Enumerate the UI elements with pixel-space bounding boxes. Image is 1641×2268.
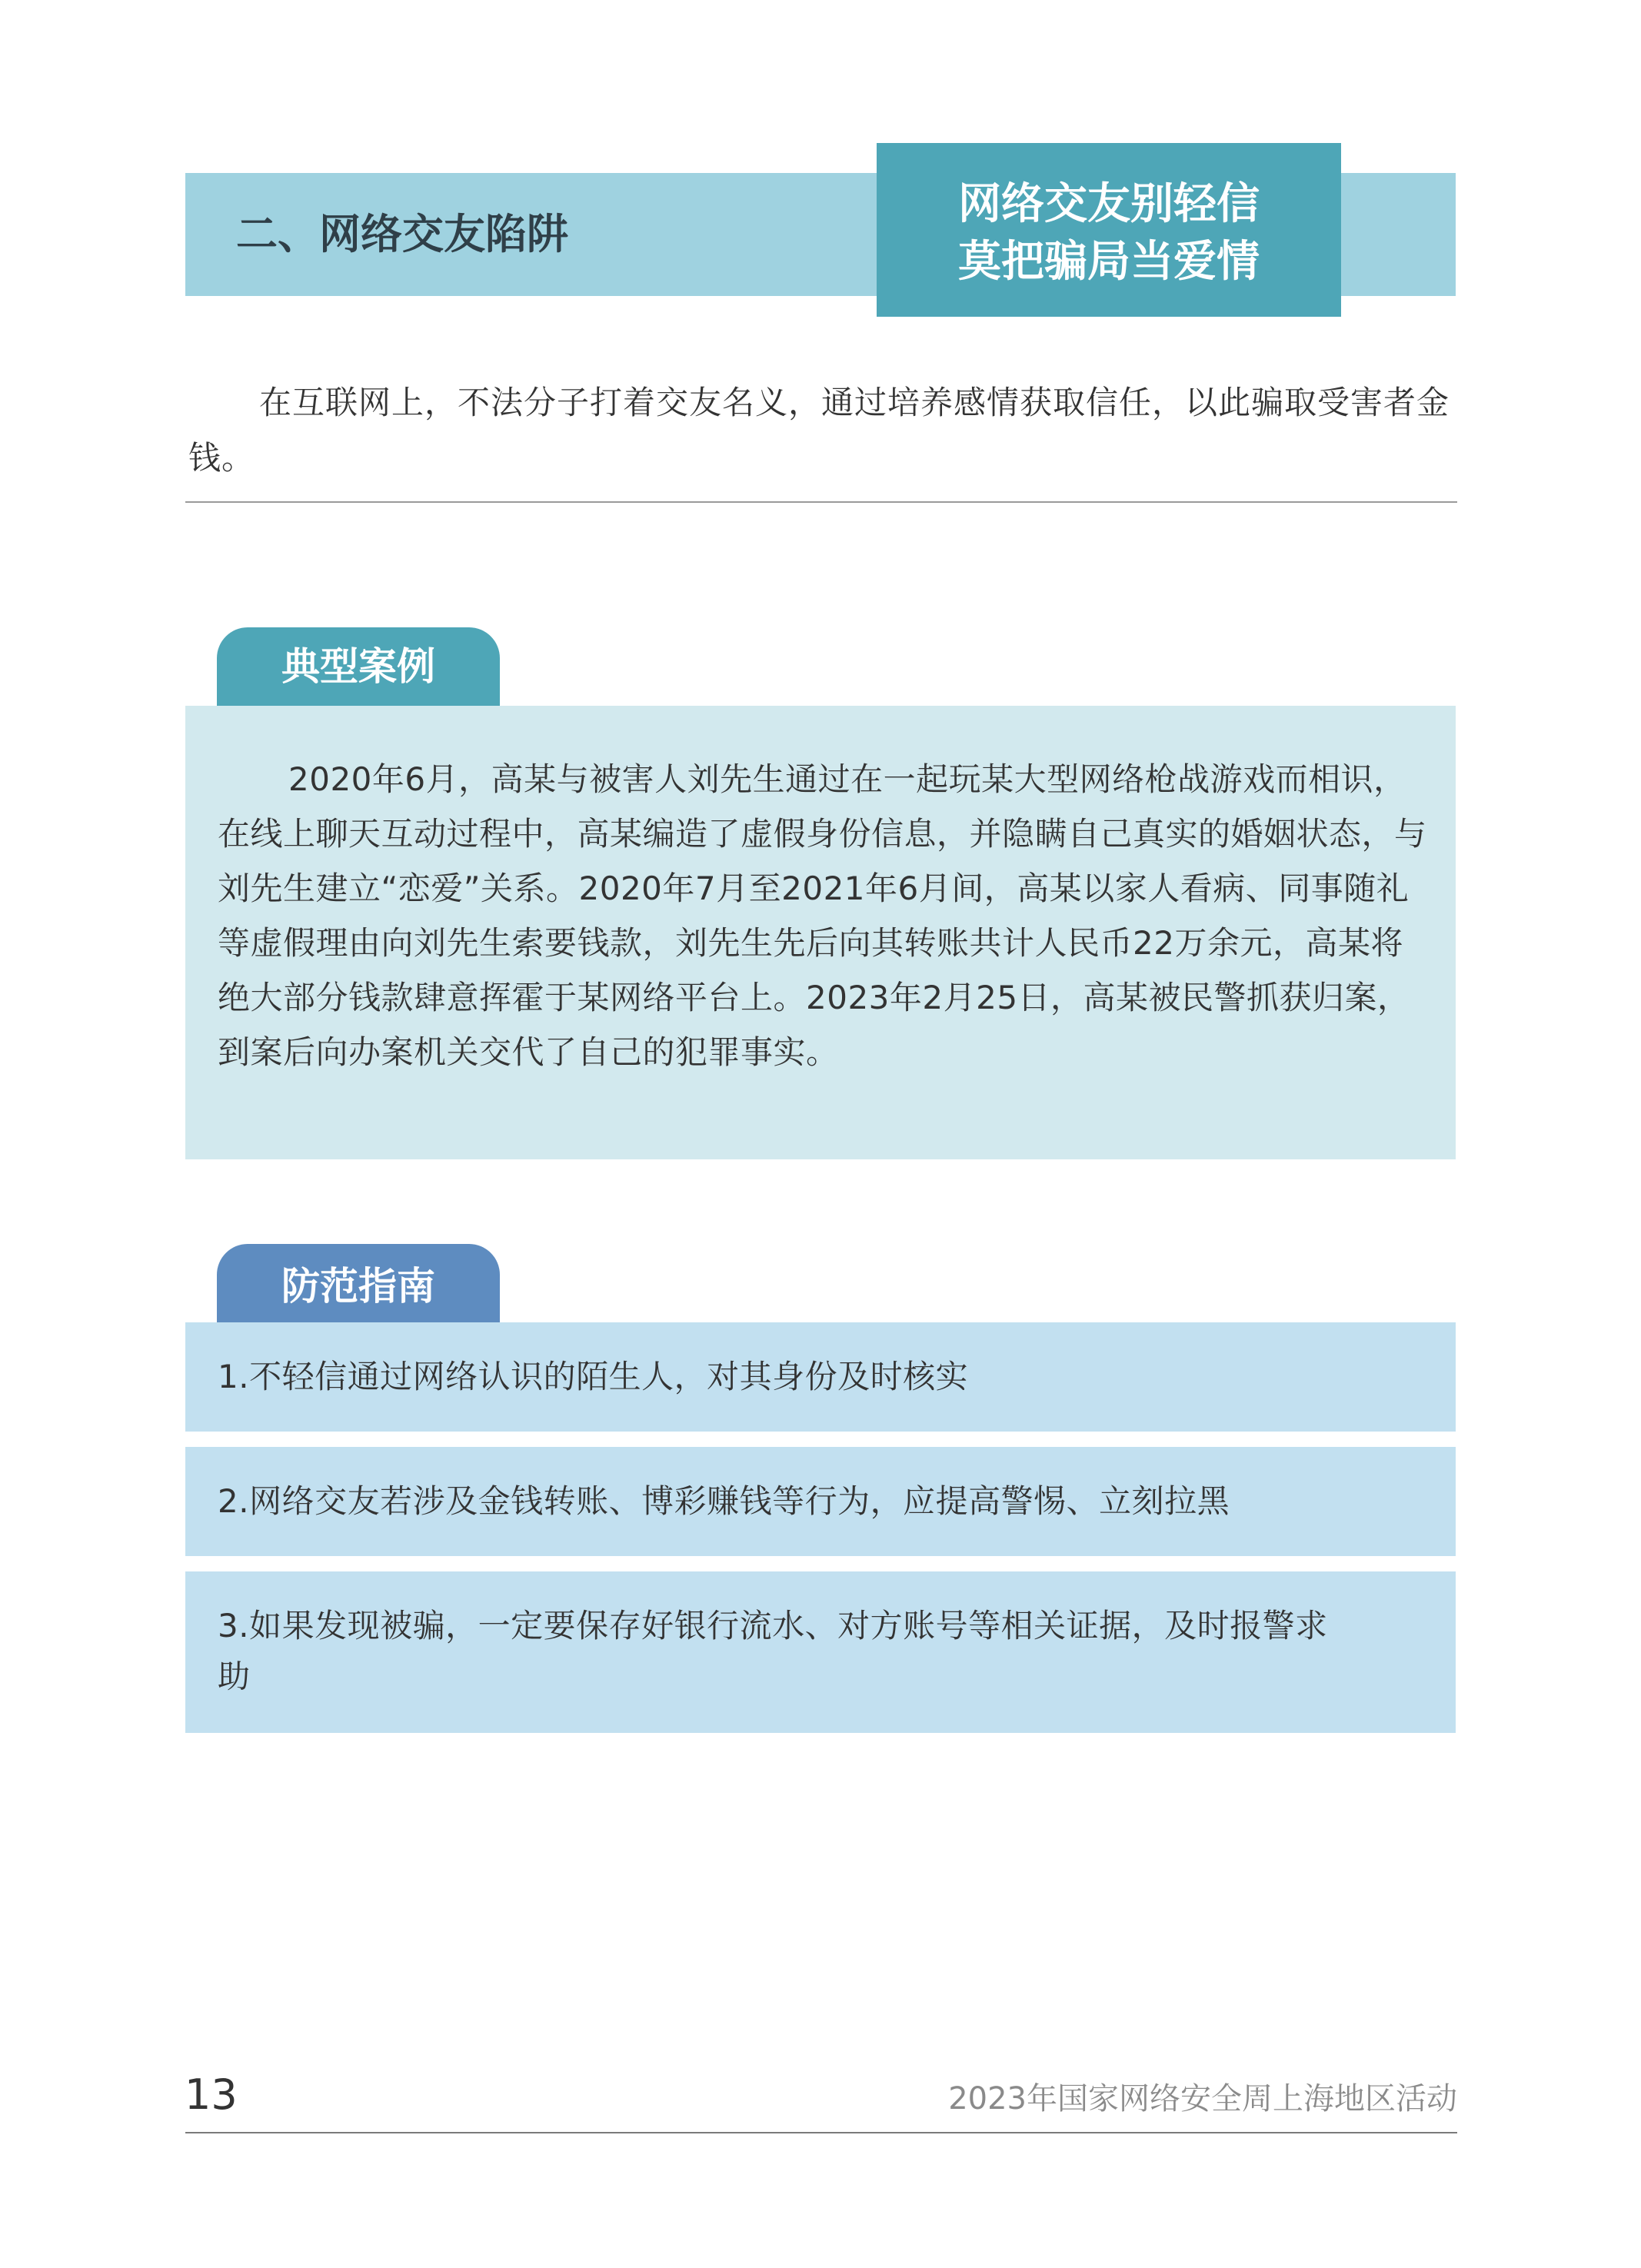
case-tab-label: 典型案例 (281, 644, 435, 689)
guide-item-2-text: 2.网络交友若涉及金钱转账、博彩赚钱等行为，应提高警惕、立刻拉黑 (218, 1482, 1230, 1520)
footer-divider (185, 2132, 1457, 2133)
slogan-line-1: 网络交友别轻信 (958, 179, 1260, 229)
footer-event-title: 2023年国家网络安全周上海地区活动 (948, 2081, 1457, 2117)
guide-tab-label: 防范指南 (281, 1264, 435, 1309)
case-text: 2020年6月，高某与被害人刘先生通过在一起玩某大型网络枪战游戏而相识，在线上聊天互动过程中，高某编造了虚假身份信息，并隐瞒自己真实的婚姻状态，与刘先生建立“恋爱”关系。2020年7月至2021年6月间，高某以家人看病、同事随礼等虚假理由向刘先生索要钱款，刘先生先后向其转账共计人民币22万余元，高某将绝大部分钱款肆意挥霍于某网络平台上。2023年2月25日，高某被民警抓获归案，到案后向办案机关交代了自己的犯罪事实。 (218, 760, 1427, 1071)
page-number: 13 (185, 2070, 238, 2119)
divider (185, 501, 1457, 503)
intro-paragraph: 在互联网上，不法分子打着交友名义，通过培养感情获取信任，以此骗取受害者金钱。 (188, 384, 1450, 477)
guide-item-3-text: 3.如果发现被骗，一定要保存好银行流水、对方账号等相关证据，及时报警求助 (218, 1607, 1328, 1695)
guide-item-1-text: 1.不轻信通过网络认识的陌生人，对其身份及时核实 (218, 1358, 969, 1395)
slogan-line-2: 莫把骗局当爱情 (958, 237, 1260, 287)
section-title: 二、网络交友陷阱 (236, 210, 568, 258)
